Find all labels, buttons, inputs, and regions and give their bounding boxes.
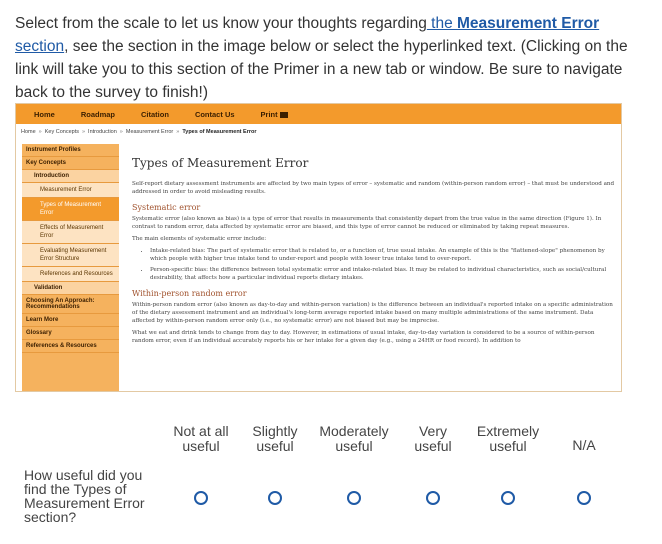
sidebar-item-instrument-profiles: Instrument Profiles [22, 144, 119, 157]
sidebar-item-validation: Validation [22, 282, 119, 295]
crumb-item: Key Concepts [44, 128, 79, 135]
nav-roadmap: Roadmap [80, 109, 116, 119]
sidebar-item-learn-more: Learn More [22, 314, 119, 327]
content-heading-within: Within-person random error [132, 289, 247, 298]
content-paragraph: Systematic error (also known as bias) is a type of error that results in measurements that consistently depart from the true value in the same direction (Figure 1). In contrast to random error, data affected by systematic error are biased, and this type of error cannot be reduced or eliminated by taking repeat measures. [132, 216, 602, 230]
sidebar-item-types: Types of Measurement Error [22, 198, 119, 221]
crumb-item: Home [21, 128, 36, 135]
printer-icon [280, 112, 288, 118]
link-plain: the [426, 15, 458, 32]
radio-extremely-useful[interactable] [501, 491, 515, 505]
column-header-na: N/A [572, 437, 596, 453]
link-bold: Measurement Error [457, 15, 600, 32]
sidebar-item-references: References & Resources [22, 340, 119, 353]
content-paragraph: What we eat and drink tends to change from day to day. However, in estimations of usual intake, day-to-day variation is considered to be a source of within-person random error, even if an individual accurately reports his or her intake for a given day (e.g., using a 24HR or food record). In addition to [132, 330, 595, 344]
nav-home: Home [34, 109, 55, 119]
radio-moderately-useful[interactable] [347, 491, 361, 505]
primer-screenshot [15, 103, 622, 392]
content-heading-systematic: Systematic error [132, 203, 201, 212]
column-header-moderately: Moderately useful [319, 423, 389, 454]
content-list-item: • Person-specific bias: the difference between total systematic error and intake-related bias. It may be related to individual characteristics, such as social/cultural desirability, that affects how a particular individual reports dietary intakes. [150, 266, 617, 282]
intro-before: Select from the scale to let us know your thoughts regarding [15, 15, 427, 32]
intro-after: , see the section in the image below or select the hyperlinked text. (Clicking on the link will take you to this section of the Primer in a new tab or window. Be sure to navigate back to the survey to finish!) [15, 38, 628, 101]
column-header-slightly: Slightly useful [252, 423, 298, 454]
primer-content [132, 144, 617, 349]
primer-sidebar [22, 144, 119, 392]
sidebar-item-evaluating: Evaluating Measurement Error Structure [22, 244, 119, 267]
radio-very-useful[interactable] [426, 491, 440, 505]
crumb-item: Introduction [88, 128, 117, 135]
content-paragraph: Self-report dietary assessment instruments are affected by two main types of error – systematic and random (within-person random error) – that must be understood and addressed in order to avoid misleading results. [132, 181, 615, 195]
column-header-not-at-all: Not at all useful [173, 423, 229, 454]
column-header-extremely: Extremely useful [476, 423, 540, 454]
radio-na[interactable] [577, 491, 591, 505]
link-tail: section [15, 38, 65, 55]
sidebar-item-choosing: Choosing An Approach: Recommendations [22, 295, 119, 314]
intro-text [15, 12, 650, 104]
nav-print [261, 110, 288, 119]
breadcrumb: Home » Key Concepts » Introduction » Measurement Error » Types of Measurement Error [21, 128, 257, 135]
content-paragraph: Within-person random error (also known as day-to-day and within-person variation) is the difference between an individual's reported intake on a specific administration of the dietary assessment instrument and an individual's long-term average reported intake based on many multiple administrations of the same instrument. Data affected by within-person random error only (i.e., no systematic error) are not biased but may be imprecise. [132, 302, 613, 324]
content-list [150, 247, 617, 282]
sidebar-item-introduction: Introduction [22, 170, 119, 183]
sidebar-item-glossary: Glossary [22, 327, 119, 340]
nav-contact: Contact Us [194, 109, 235, 119]
nav-print-label: Print [260, 109, 278, 119]
crumb-item: Measurement Error [125, 128, 174, 135]
sidebar-item-key-concepts: Key Concepts [22, 157, 119, 170]
crumb-current: Types of Measurement Error [182, 128, 257, 135]
nav-citation: Citation [141, 109, 169, 119]
sidebar-item-effects: Effects of Measurement Error [22, 221, 119, 244]
sidebar-item-measurement-error: Measurement Error [22, 183, 119, 198]
column-header-very: Very useful [414, 423, 452, 454]
content-title: Types of Measurement Error [132, 156, 309, 170]
question-label: How useful did you find the Types of Measurement Error section? [24, 467, 145, 525]
content-list-item: • Intake-related bias: The part of systematic error that is related to, or a function of, true usual intake. An example of this is the "flattened-slope" phenomenon by which people with higher true intake tend to under-report and people with lower true intake tend to over-report. [150, 247, 617, 263]
radio-not-at-all-useful[interactable] [194, 491, 208, 505]
radio-slightly-useful[interactable] [268, 491, 282, 505]
content-paragraph: The main elements of systematic error include: [132, 236, 267, 242]
sidebar-item-references-local: References and Resources [22, 267, 119, 282]
primer-nav [16, 104, 621, 124]
